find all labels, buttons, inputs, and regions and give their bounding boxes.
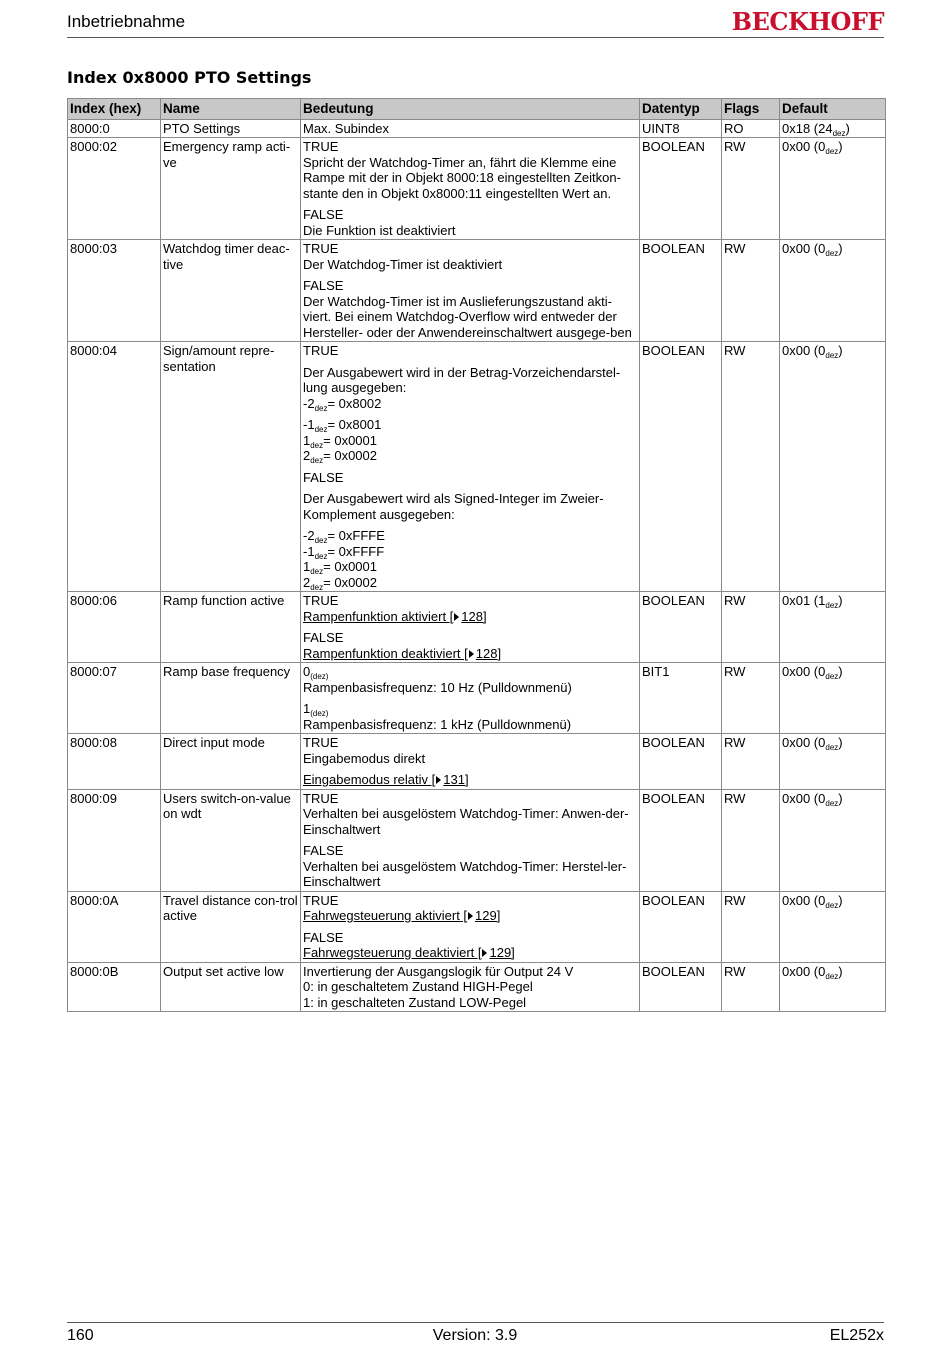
meaning-text-tail: = 0x0002 — [323, 574, 377, 590]
page-reference: 128] — [461, 608, 487, 624]
arrow-right-icon — [436, 776, 441, 784]
cell-flags: RW — [722, 240, 780, 342]
meaning-text-tail: = 0x0001 — [323, 559, 377, 574]
meaning-text: -2 — [303, 395, 315, 411]
meaning-line — [303, 930, 637, 946]
meaning-line — [303, 343, 637, 359]
meaning-text: TRUE — [303, 343, 339, 358]
cell-flags: RW — [722, 138, 780, 240]
page-reference: 131] — [443, 772, 469, 787]
meaning-line — [303, 470, 637, 486]
meaning-line — [303, 843, 637, 859]
subscript: dez — [825, 798, 839, 808]
meaning-line — [303, 544, 637, 560]
meaning-line — [303, 155, 637, 202]
subscript: (dez) — [310, 672, 329, 681]
default-value: 0x18 (24 — [782, 120, 833, 136]
cell-default — [780, 138, 886, 240]
meaning-paragraph — [303, 343, 637, 359]
cell-default — [780, 663, 886, 734]
page-reference: 129] — [489, 945, 515, 960]
reference-link[interactable] — [303, 646, 637, 662]
meaning-text-tail: = 0x8002 — [327, 395, 382, 411]
cell-meaning — [301, 342, 640, 592]
meaning-text: 0 — [303, 664, 311, 679]
cell-index: 8000:09 — [68, 789, 161, 891]
table-row — [68, 342, 886, 592]
meaning-text: Der Watchdog-Timer ist im Auslieferungszustand akti-viert. Bei einem Watchdog-Overflow wird entweder der Hersteller- oder der Anwendereinschaltwert ausgege-ben — [303, 293, 632, 340]
meaning-paragraph — [303, 241, 637, 272]
meaning-text: 2 — [303, 448, 311, 463]
subscript: dez — [314, 403, 328, 413]
default-value: 0x01 (1 — [782, 593, 826, 608]
meaning-text: 1 — [303, 559, 311, 574]
meaning-line — [303, 575, 637, 591]
subscript: dez — [825, 971, 839, 981]
meaning-line — [303, 559, 637, 575]
meaning-text: 1 — [303, 432, 311, 448]
cell-meaning — [301, 891, 640, 962]
meaning-line — [303, 139, 637, 155]
meaning-line — [303, 806, 637, 837]
meaning-text: 1: in geschalteten Zustand LOW-Pegel — [303, 994, 527, 1010]
meaning-line — [303, 433, 637, 449]
table-row — [68, 240, 886, 342]
meaning-text: Rampenbasisfrequenz: 10 Hz (Pulldownmenü) — [303, 679, 572, 695]
header-title: Inbetriebnahme — [67, 12, 186, 31]
meaning-text: Fahrwegsteuerung deaktiviert [ — [303, 945, 482, 960]
page-reference: 128] — [475, 645, 502, 661]
default-value-tail: ) — [838, 892, 843, 908]
cell-flags: RW — [722, 734, 780, 790]
meaning-paragraph — [303, 593, 637, 624]
cell-flags: RO — [722, 119, 780, 138]
table-row — [68, 138, 886, 240]
meaning-line — [303, 121, 637, 137]
table-row — [68, 663, 886, 734]
reference-link[interactable] — [303, 772, 637, 788]
arrow-right-icon — [482, 949, 487, 957]
meaning-paragraph — [303, 893, 637, 924]
meaning-paragraph — [303, 528, 637, 590]
cell-index: 8000:0A — [68, 891, 161, 962]
meaning-line — [303, 593, 637, 609]
meaning-line — [303, 664, 637, 680]
table-row — [68, 592, 886, 663]
meaning-text: FALSE — [303, 469, 344, 485]
subscript: (dez) — [310, 709, 329, 718]
subscript: dez — [314, 425, 328, 434]
subscript: dez — [314, 536, 328, 545]
meaning-line — [303, 735, 637, 751]
page-reference: 129] — [475, 908, 501, 923]
column-header-meaning: Bedeutung — [301, 99, 640, 120]
meaning-paragraph — [303, 365, 637, 412]
meaning-paragraph — [303, 701, 637, 732]
cell-index: 8000:04 — [68, 342, 161, 592]
meaning-line — [303, 278, 637, 294]
meaning-text: Die Funktion ist deaktiviert — [303, 222, 456, 238]
meaning-line — [303, 257, 637, 273]
meaning-text-tail: = 0xFFFF — [327, 543, 385, 559]
beckhoff-logo: BECKHOFF — [731, 7, 884, 36]
default-value-tail: ) — [838, 790, 843, 806]
cell-datatype: BOOLEAN — [640, 789, 722, 891]
default-value-tail: ) — [838, 963, 843, 979]
document-version: Version: 3.9 — [432, 1327, 518, 1344]
meaning-text: TRUE — [303, 892, 339, 908]
meaning-text-tail: = 0x8001 — [327, 417, 382, 432]
cell-meaning — [301, 789, 640, 891]
cell-name: Emergency ramp acti-ve — [161, 138, 301, 240]
default-value: 0x00 (0 — [782, 139, 826, 154]
meaning-paragraph — [303, 664, 637, 695]
meaning-line — [303, 964, 637, 980]
default-value-tail: ) — [838, 664, 843, 679]
column-header-default: Default — [780, 99, 886, 120]
meaning-text: Spricht der Watchdog-Timer an, fährt die Klemme eine Rampe mit der in Objekt 8000:18 eingestellten Zeitkon-stante den in Objekt 0x8000:11 eingestellten Wert an. — [303, 154, 621, 201]
cell-index: 8000:02 — [68, 138, 161, 240]
meaning-text: Max. Subindex — [303, 120, 389, 136]
cell-datatype: BOOLEAN — [640, 734, 722, 790]
cell-name: Sign/amount repre-sentation — [161, 342, 301, 592]
meaning-text: FALSE — [303, 207, 344, 222]
cell-name: Ramp function active — [161, 592, 301, 663]
cell-meaning — [301, 663, 640, 734]
meaning-paragraph — [303, 630, 637, 661]
default-value: 0x00 (0 — [782, 790, 826, 806]
reference-link[interactable] — [303, 908, 637, 924]
subscript: dez — [310, 567, 324, 576]
meaning-text: FALSE — [303, 278, 344, 293]
meaning-text-tail: = 0xFFFE — [327, 528, 385, 543]
reference-link[interactable] — [303, 945, 637, 961]
cell-datatype: BOOLEAN — [640, 138, 722, 240]
cell-flags: RW — [722, 789, 780, 891]
cell-datatype: UINT8 — [640, 119, 722, 138]
cell-meaning — [301, 240, 640, 342]
meaning-text: 2 — [303, 574, 311, 590]
arrow-right-icon — [469, 650, 474, 658]
meaning-paragraph — [303, 791, 637, 838]
reference-link[interactable] — [303, 609, 637, 625]
cell-index: 8000:07 — [68, 663, 161, 734]
subscript: dez — [314, 551, 328, 561]
meaning-text: TRUE — [303, 139, 339, 154]
meaning-text: FALSE — [303, 843, 344, 858]
subscript: dez — [310, 456, 324, 465]
meaning-text-tail: = 0x0002 — [323, 448, 377, 463]
subscript: dez — [310, 582, 324, 592]
cell-meaning — [301, 734, 640, 790]
meaning-line — [303, 241, 637, 257]
meaning-text: FALSE — [303, 630, 344, 645]
meaning-paragraph — [303, 470, 637, 486]
meaning-text: -2 — [303, 528, 315, 543]
meaning-text: -1 — [303, 543, 315, 559]
cell-datatype: BOOLEAN — [640, 592, 722, 663]
cell-default — [780, 592, 886, 663]
meaning-text: TRUE — [303, 790, 339, 806]
meaning-text: Rampenfunktion aktiviert [ — [303, 608, 454, 624]
section-title: Index 0x8000 PTO Settings — [67, 68, 312, 87]
meaning-line — [303, 528, 637, 544]
meaning-paragraph — [303, 964, 637, 1011]
meaning-text: Verhalten bei ausgelöstem Watchdog-Timer: Anwen-der-Einschaltwert — [303, 806, 629, 837]
table-row — [68, 734, 886, 790]
cell-index: 8000:03 — [68, 240, 161, 342]
subscript: dez — [832, 128, 846, 138]
parameter-table — [67, 98, 886, 1012]
arrow-right-icon — [468, 912, 473, 920]
subscript: dez — [825, 147, 839, 156]
default-value-tail: ) — [838, 593, 843, 608]
meaning-text: FALSE — [303, 929, 344, 945]
cell-datatype: BOOLEAN — [640, 342, 722, 592]
cell-name: PTO Settings — [161, 119, 301, 138]
meaning-line — [303, 701, 637, 717]
default-value-tail: ) — [838, 343, 843, 358]
meaning-line — [303, 207, 637, 223]
meaning-paragraph — [303, 278, 637, 340]
table-row — [68, 119, 886, 138]
subscript: dez — [825, 601, 839, 610]
cell-default — [780, 342, 886, 592]
meaning-line — [303, 448, 637, 464]
default-value: 0x00 (0 — [782, 343, 826, 358]
cell-flags: RW — [722, 962, 780, 1012]
table-body — [68, 119, 886, 1012]
cell-index: 8000:0B — [68, 962, 161, 1012]
default-value: 0x00 (0 — [782, 241, 826, 256]
column-header-name: Name — [161, 99, 301, 120]
table-row — [68, 962, 886, 1012]
subscript: dez — [825, 351, 839, 360]
default-value-tail: ) — [838, 139, 843, 154]
meaning-paragraph — [303, 491, 637, 522]
default-value-tail: ) — [838, 735, 843, 750]
meaning-paragraph — [303, 207, 637, 238]
cell-name: Output set active low — [161, 962, 301, 1012]
header-divider — [67, 37, 884, 38]
cell-default — [780, 962, 886, 1012]
meaning-text: Der Ausgabewert wird in der Betrag-Vorzeichendarstel-lung ausgegeben: — [303, 364, 621, 395]
cell-datatype: BOOLEAN — [640, 240, 722, 342]
meaning-line — [303, 223, 637, 239]
meaning-line — [303, 859, 637, 890]
cell-meaning — [301, 119, 640, 138]
meaning-line — [303, 491, 637, 522]
meaning-text: TRUE — [303, 735, 339, 750]
meaning-text: Der Ausgabewert wird als Signed-Integer im Zweier-Komplement ausgegeben: — [303, 491, 604, 522]
subscript: dez — [825, 249, 839, 258]
meaning-line — [303, 417, 637, 433]
meaning-text: Invertierung der Ausgangslogik für Output 24 V — [303, 963, 574, 979]
arrow-right-icon — [454, 613, 459, 621]
meaning-text: Eingabemodus relativ [ — [303, 772, 436, 787]
meaning-text: Verhalten bei ausgelöstem Watchdog-Timer: Herstel-ler-Einschaltwert — [303, 858, 627, 889]
cell-flags: RW — [722, 342, 780, 592]
cell-datatype: BIT1 — [640, 663, 722, 734]
subscript: dez — [825, 900, 839, 910]
cell-meaning — [301, 592, 640, 663]
column-header-index: Index (hex) — [68, 99, 161, 120]
meaning-line — [303, 751, 637, 767]
cell-default — [780, 891, 886, 962]
default-value: 0x00 (0 — [782, 664, 826, 679]
cell-default — [780, 789, 886, 891]
meaning-paragraph — [303, 121, 637, 137]
table-row — [68, 789, 886, 891]
meaning-paragraph — [303, 139, 637, 201]
cell-default — [780, 119, 886, 138]
meaning-text: Rampenbasisfrequenz: 1 kHz (Pulldownmenü) — [303, 716, 572, 732]
cell-meaning — [301, 138, 640, 240]
cell-datatype: BOOLEAN — [640, 891, 722, 962]
cell-name: Users switch-on-value on wdt — [161, 789, 301, 891]
meaning-line — [303, 995, 637, 1011]
cell-default — [780, 734, 886, 790]
meaning-line — [303, 717, 637, 733]
meaning-text: Eingabemodus direkt — [303, 750, 426, 766]
meaning-text: Rampenfunktion deaktiviert [ — [303, 645, 468, 661]
cell-flags: RW — [722, 663, 780, 734]
cell-datatype: BOOLEAN — [640, 962, 722, 1012]
subscript: dez — [310, 440, 324, 450]
meaning-text: TRUE — [303, 593, 339, 608]
default-value: 0x00 (0 — [782, 735, 826, 750]
default-value-tail: ) — [838, 241, 843, 256]
cell-name: Direct input mode — [161, 734, 301, 790]
meaning-text: Fahrwegsteuerung aktiviert [ — [303, 908, 468, 923]
meaning-line — [303, 630, 637, 646]
meaning-paragraph — [303, 843, 637, 890]
cell-name: Travel distance con-trol active — [161, 891, 301, 962]
cell-index: 8000:0 — [68, 119, 161, 138]
cell-name: Watchdog timer deac-tive — [161, 240, 301, 342]
default-value: 0x00 (0 — [782, 892, 826, 908]
footer-divider — [67, 1322, 884, 1323]
default-value-tail: ) — [845, 120, 850, 136]
cell-index: 8000:08 — [68, 734, 161, 790]
meaning-paragraph — [303, 772, 637, 788]
page-number: 160 — [67, 1327, 94, 1344]
table-header-row — [68, 99, 886, 120]
meaning-text: -1 — [303, 417, 315, 432]
cell-meaning — [301, 962, 640, 1012]
cell-name: Ramp base frequency — [161, 663, 301, 734]
subscript: dez — [825, 672, 839, 681]
meaning-line — [303, 365, 637, 396]
meaning-text: Der Watchdog-Timer ist deaktiviert — [303, 256, 503, 272]
meaning-text: TRUE — [303, 241, 339, 256]
meaning-paragraph — [303, 417, 637, 464]
meaning-line — [303, 791, 637, 807]
column-header-datatype: Datentyp — [640, 99, 722, 120]
subscript: dez — [825, 743, 839, 752]
meaning-text: 0: in geschaltetem Zustand HIGH-Pegel — [303, 979, 533, 994]
meaning-line — [303, 396, 637, 412]
default-value: 0x00 (0 — [782, 963, 826, 979]
cell-default — [780, 240, 886, 342]
meaning-paragraph — [303, 735, 637, 766]
cell-flags: RW — [722, 592, 780, 663]
meaning-line — [303, 294, 637, 341]
meaning-line — [303, 893, 637, 909]
meaning-paragraph — [303, 930, 637, 961]
cell-index: 8000:06 — [68, 592, 161, 663]
column-header-flags: Flags — [722, 99, 780, 120]
product-name: EL252x — [829, 1327, 884, 1344]
meaning-line — [303, 979, 637, 995]
cell-flags: RW — [722, 891, 780, 962]
table-row — [68, 891, 886, 962]
meaning-line — [303, 680, 637, 696]
meaning-text-tail: = 0x0001 — [323, 432, 377, 448]
meaning-text: 1 — [303, 701, 311, 716]
